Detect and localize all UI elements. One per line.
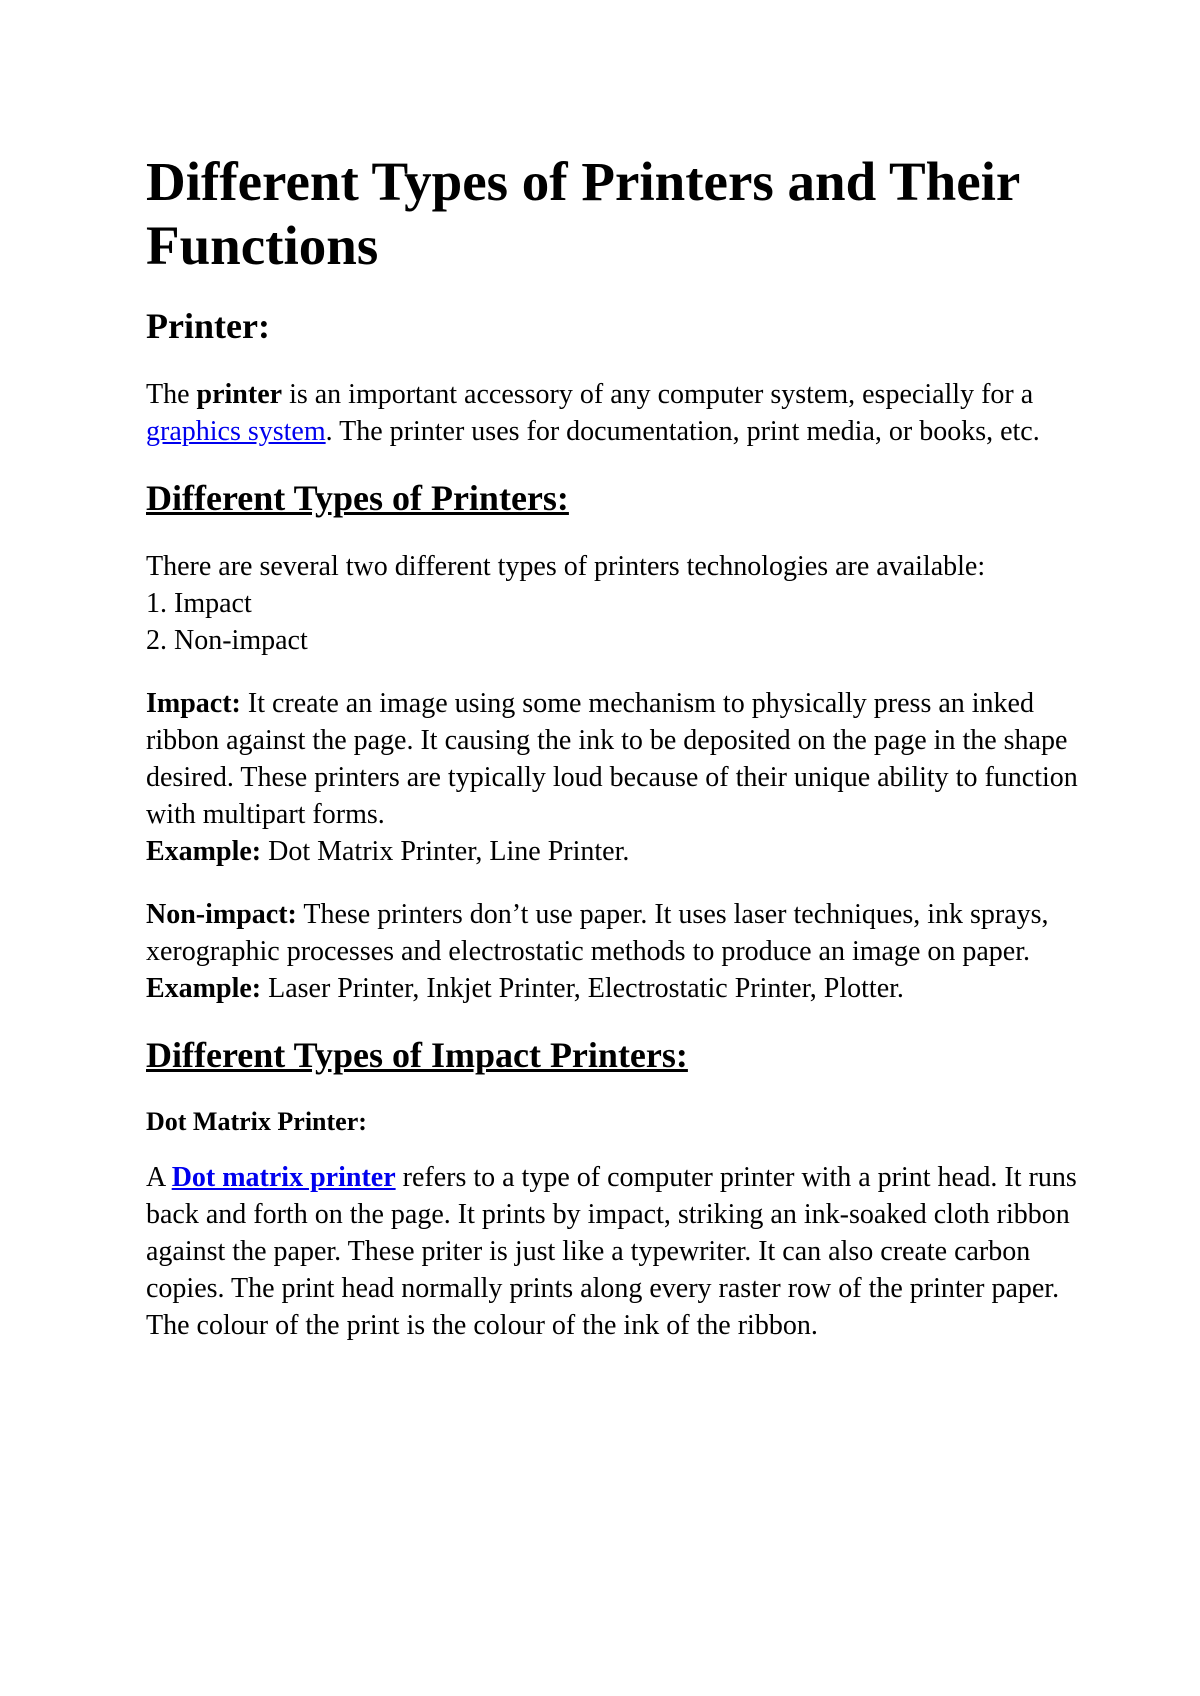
types-heading: Different Types of Printers:: [146, 478, 569, 518]
printer-heading: Printer:: [146, 306, 270, 346]
types-intro: There are several two different types of printers technologies are available:: [146, 551, 986, 582]
nonimpact-example-text: Laser Printer, Inkjet Printer, Electrostatic Printer, Plotter.: [261, 973, 904, 1004]
printer-text-end: . The printer uses for documentation, print media, or books, etc.: [325, 416, 1040, 447]
impact-text: It create an image using some mechanism to physically press an inked ribbon against the page. It causing the ink to be deposited on the page in the shape desired. These printers are typically loud because of their unique ability to function with multipart forms.: [146, 688, 1078, 830]
printer-text-mid: is an important accessory of any computer system, especially for a: [282, 379, 1034, 410]
impact-label: Impact:: [146, 688, 241, 719]
nonimpact-label: Non-impact:: [146, 899, 297, 930]
impact-types-heading: Different Types of Impact Printers:: [146, 1035, 688, 1075]
types-item-impact: 1. Impact: [146, 588, 252, 619]
nonimpact-paragraph: [146, 896, 1080, 1007]
dot-matrix-paragraph: [146, 1159, 1080, 1344]
impact-example-label: Example:: [146, 836, 262, 867]
dot-matrix-printer-link[interactable]: Dot matrix printer: [171, 1162, 396, 1193]
types-paragraph: [146, 548, 1080, 659]
dot-matrix-text-start: A: [146, 1162, 172, 1193]
nonimpact-text: These printers don’t use paper. It uses laser techniques, ink sprays, xerographic processes and electrostatic methods to produce an image on paper.: [146, 899, 1049, 967]
impact-example-text: Dot Matrix Printer, Line Printer.: [261, 836, 630, 867]
page-title: Different Types of Printers and Their Functions: [146, 151, 1020, 276]
dot-matrix-text-end: refers to a type of computer printer with a print head. It runs back and forth on the page. It prints by impact, striking an ink-soaked cloth ribbon against the paper. These priter is just like a typewriter. It can also create carbon copies. The print head normally prints along every raster row of the printer paper. The colour of the print is the colour of the ink of the ribbon.: [146, 1162, 1077, 1341]
printer-text-start: The: [146, 379, 197, 410]
types-item-non-impact: 2. Non-impact: [146, 625, 308, 656]
impact-paragraph: [146, 685, 1080, 870]
graphics-system-link[interactable]: graphics system: [146, 416, 326, 447]
printer-bold-term: printer: [196, 379, 283, 410]
dot-matrix-subheading: Dot Matrix Printer:: [146, 1107, 367, 1136]
nonimpact-example-label: Example:: [146, 973, 262, 1004]
printer-paragraph: [146, 376, 1080, 450]
